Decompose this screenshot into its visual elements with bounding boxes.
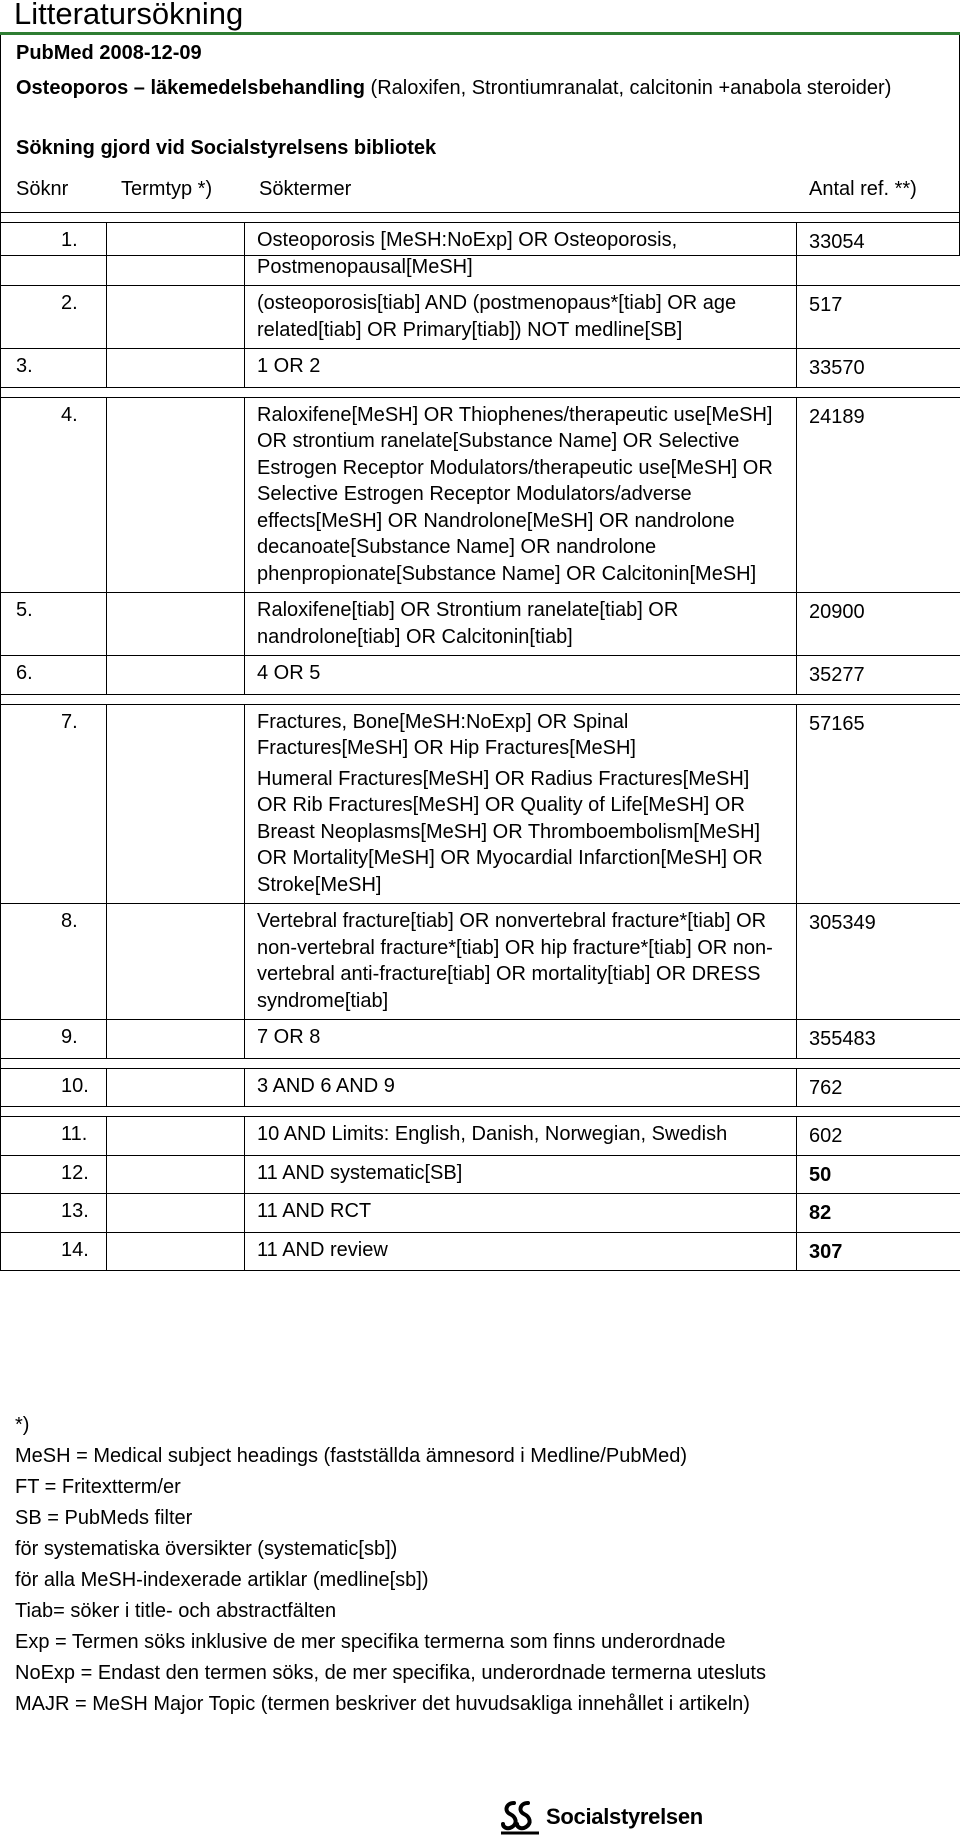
row-termtype bbox=[107, 397, 245, 593]
row-terms: 11 AND RCT bbox=[245, 1194, 797, 1233]
table-row bbox=[1, 593, 960, 656]
row-terms: 7 OR 8 bbox=[245, 1020, 797, 1059]
row-number: 2. bbox=[1, 286, 107, 349]
row-number: 14. bbox=[1, 1232, 107, 1271]
footnote-line: *) bbox=[15, 1414, 30, 1436]
table-row bbox=[1, 704, 960, 904]
table-row bbox=[1, 286, 960, 349]
row-termtype bbox=[107, 704, 245, 904]
row-count: 33054 bbox=[797, 223, 960, 286]
table-spacer bbox=[1, 387, 960, 397]
row-terms: 4 OR 5 bbox=[245, 656, 797, 695]
row-count: 355483 bbox=[797, 1020, 960, 1059]
row-number: 11. bbox=[1, 1117, 107, 1156]
row-terms: 10 AND Limits: English, Danish, Norwegian, Swedish bbox=[245, 1117, 797, 1156]
row-terms: Raloxifene[tiab] OR Strontium ranelate[tiab] OR nandrolone[tiab] OR Calcitonin[tiab] bbox=[245, 593, 797, 656]
table-row bbox=[1, 223, 960, 286]
table-row bbox=[1, 1232, 960, 1271]
footnote-line: NoExp = Endast den termen söks, de mer specifika, underordnade termerna utesluts bbox=[15, 1662, 766, 1684]
row-count: 517 bbox=[797, 286, 960, 349]
table-spacer bbox=[1, 1058, 960, 1068]
page-title: Litteratursökning bbox=[14, 0, 244, 31]
row-termtype bbox=[107, 904, 245, 1020]
logo-text: Socialstyrelsen bbox=[546, 1804, 703, 1829]
row-count: 50 bbox=[797, 1155, 960, 1194]
row-terms-part2: Humeral Fractures[MeSH] OR Radius Fractures[MeSH] OR Rib Fractures[MeSH] OR Quality of Life[MeSH] OR Breast Neoplasms[MeSH] OR Thromboembolism[MeSH] OR Mortality[MeSH] OR Myocardial Infarction[MeSH] OR Stroke[MeSH] bbox=[257, 767, 763, 896]
table-row bbox=[1, 656, 960, 695]
row-number: 5. bbox=[1, 593, 107, 656]
row-number: 10. bbox=[1, 1068, 107, 1107]
search-topic-bold: Osteoporos – läkemedelsbehandling bbox=[16, 77, 365, 99]
row-terms-part1: Fractures, Bone[MeSH:NoExp] OR Spinal Fractures[MeSH] OR Hip Fractures[MeSH] bbox=[257, 710, 636, 759]
table-spacer bbox=[1, 1107, 960, 1117]
column-header-count: Antal ref. **) bbox=[809, 178, 917, 200]
search-topic bbox=[16, 76, 946, 101]
row-count: 762 bbox=[797, 1068, 960, 1107]
table-row bbox=[1, 904, 960, 1020]
column-header-terms: Söktermer bbox=[259, 178, 352, 200]
row-number: 12. bbox=[1, 1155, 107, 1194]
footnote-line: Tiab= söker i title- och abstractfälten bbox=[15, 1600, 337, 1622]
database-date: PubMed 2008-12-09 bbox=[16, 42, 202, 64]
row-terms: Osteoporosis [MeSH:NoExp] OR Osteoporosis, Postmenopausal[MeSH] bbox=[245, 223, 797, 286]
row-terms: 11 AND review bbox=[245, 1232, 797, 1271]
row-number: 3. bbox=[1, 349, 107, 388]
row-count: 82 bbox=[797, 1194, 960, 1233]
table-row bbox=[1, 349, 960, 388]
table-spacer bbox=[1, 694, 960, 704]
row-count: 602 bbox=[797, 1117, 960, 1156]
row-termtype bbox=[107, 1232, 245, 1271]
footnote-line: MeSH = Medical subject headings (fastställda ämnesord i Medline/PubMed) bbox=[15, 1445, 688, 1467]
row-count: 307 bbox=[797, 1232, 960, 1271]
row-count: 57165 bbox=[797, 704, 960, 904]
footnote-line: MAJR = MeSH Major Topic (termen beskriver det huvudsakliga innehållet i artikeln) bbox=[15, 1693, 750, 1715]
row-number: 6. bbox=[1, 656, 107, 695]
row-termtype bbox=[107, 1194, 245, 1233]
row-count: 33570 bbox=[797, 349, 960, 388]
row-number: 1. bbox=[1, 223, 107, 286]
row-termtype bbox=[107, 223, 245, 286]
table-row bbox=[1, 1194, 960, 1233]
row-termtype bbox=[107, 656, 245, 695]
row-count: 20900 bbox=[797, 593, 960, 656]
footnotes bbox=[15, 1410, 945, 1720]
column-header-type: Termtyp *) bbox=[121, 178, 213, 200]
table-row bbox=[1, 1020, 960, 1059]
table-spacer bbox=[1, 213, 960, 223]
search-location: Sökning gjord vid Socialstyrelsens bibliotek bbox=[16, 137, 437, 159]
row-number: 8. bbox=[1, 904, 107, 1020]
socialstyrelsen-logo-icon bbox=[498, 1797, 542, 1837]
row-termtype bbox=[107, 349, 245, 388]
socialstyrelsen-logo bbox=[498, 1797, 703, 1837]
row-termtype bbox=[107, 1117, 245, 1156]
search-topic-detail: (Raloxifen, Strontiumranalat, calcitonin +anabola steroider) bbox=[370, 77, 892, 99]
row-terms: (osteoporosis[tiab] AND (postmenopaus*[tiab] OR age related[tiab] OR Primary[tiab]) NOT medline[SB] bbox=[245, 286, 797, 349]
row-termtype bbox=[107, 286, 245, 349]
row-termtype bbox=[107, 1020, 245, 1059]
row-terms: Raloxifene[MeSH] OR Thiophenes/therapeutic use[MeSH] OR strontium ranelate[Substance Name] OR Selective Estrogen Receptor Modulators/therapeutic use[MeSH] OR Selective Estrogen Receptor Modulators/adverse effects[MeSH] OR Nandrolone[MeSH] OR nandrolone decanoate[Substance Name] OR nandrolone phenpropionate[Substance Name] OR Calcitonin[MeSH] bbox=[245, 397, 797, 593]
row-terms: 3 AND 6 AND 9 bbox=[245, 1068, 797, 1107]
row-termtype bbox=[107, 1068, 245, 1107]
row-terms: 1 OR 2 bbox=[245, 349, 797, 388]
search-table bbox=[0, 212, 960, 1271]
footnote-line: för alla MeSH-indexerade artiklar (medline[sb]) bbox=[15, 1569, 429, 1591]
row-terms: 11 AND systematic[SB] bbox=[245, 1155, 797, 1194]
row-number: 9. bbox=[1, 1020, 107, 1059]
row-count: 24189 bbox=[797, 397, 960, 593]
row-count: 35277 bbox=[797, 656, 960, 695]
footnote-line: Exp = Termen söks inklusive de mer specifika termerna som finns underordnade bbox=[15, 1631, 726, 1653]
row-terms bbox=[245, 704, 797, 904]
table-row bbox=[1, 1117, 960, 1156]
column-header-nr: Söknr bbox=[16, 178, 69, 200]
footnote-line: SB = PubMeds filter bbox=[15, 1507, 193, 1529]
row-termtype bbox=[107, 1155, 245, 1194]
row-termtype bbox=[107, 593, 245, 656]
row-number: 13. bbox=[1, 1194, 107, 1233]
row-number: 7. bbox=[1, 704, 107, 904]
table-row bbox=[1, 1068, 960, 1107]
row-terms: Vertebral fracture[tiab] OR nonvertebral fracture*[tiab] OR non-vertebral fracture*[tiab] OR hip fracture*[tiab] OR non-vertebral anti-fracture[tiab] OR mortality[tiab] OR DRESS syndrome[tiab] bbox=[245, 904, 797, 1020]
table-row bbox=[1, 397, 960, 593]
table-row bbox=[1, 1155, 960, 1194]
row-count: 305349 bbox=[797, 904, 960, 1020]
footnote-line: FT = Fritextterm/er bbox=[15, 1476, 181, 1498]
row-number: 4. bbox=[1, 397, 107, 593]
footnote-line: för systematiska översikter (systematic[sb]) bbox=[15, 1538, 398, 1560]
